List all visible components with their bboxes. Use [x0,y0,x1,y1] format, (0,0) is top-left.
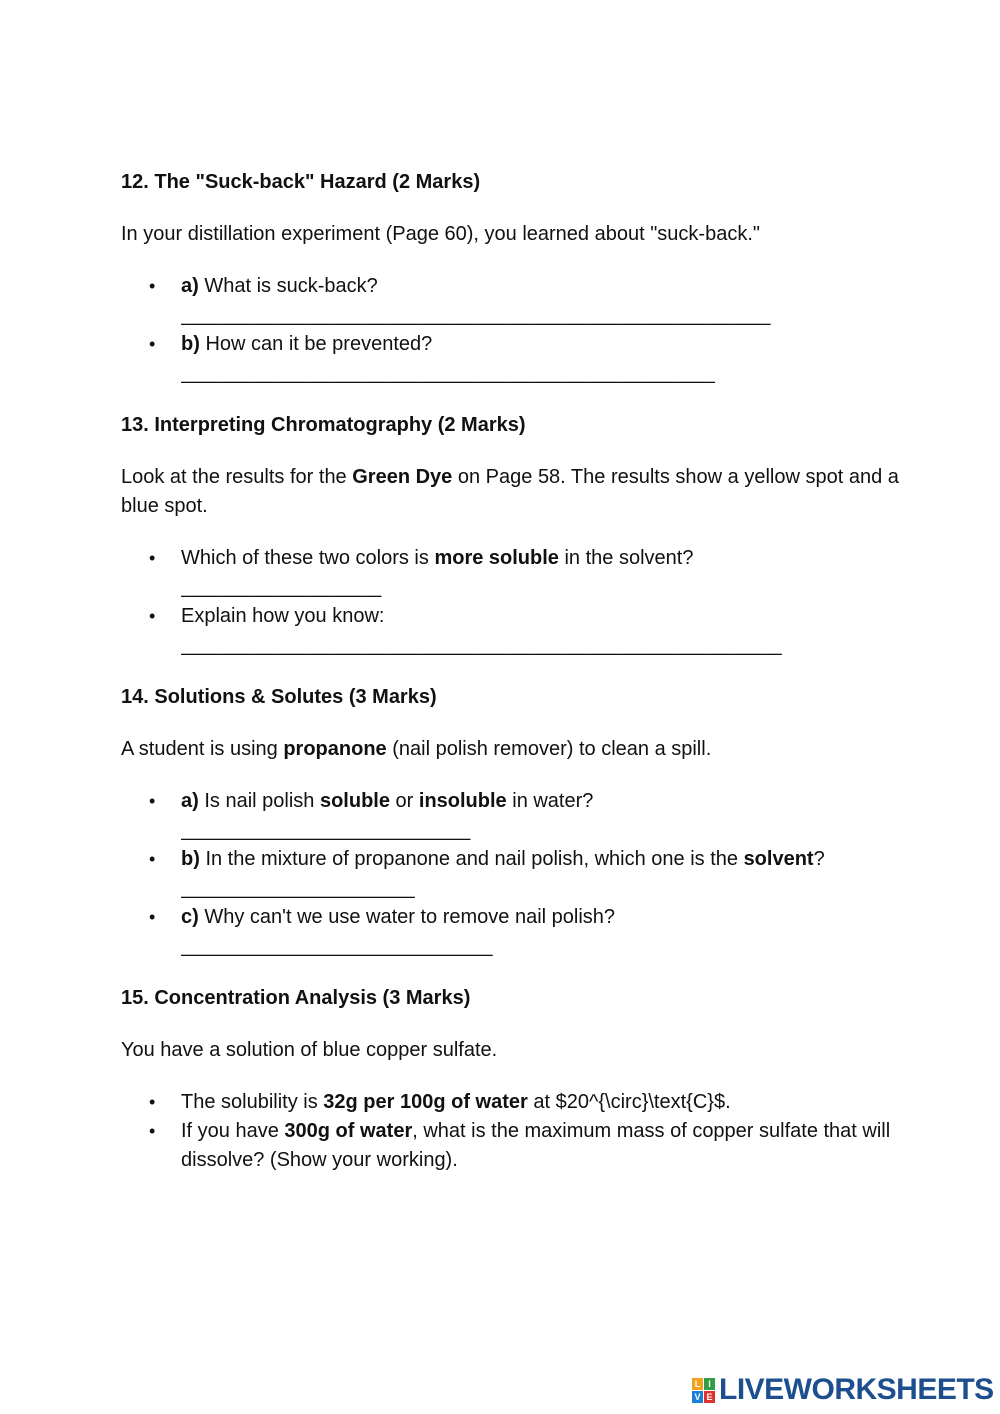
intro-text: (nail polish remover) to clean a spill. [386,738,712,760]
logo-mark-letter: L [692,1378,703,1390]
list-item [121,330,901,388]
question-14-title: 14. Solutions & Solutes (3 Marks) [121,686,437,708]
answer-line-14b[interactable]: _____________________ [181,877,415,899]
question-text: If you have [181,1120,285,1142]
logo-mark-icon [692,1378,715,1403]
list-item [121,845,901,903]
question-12 [121,168,901,388]
question-text: Explain how you know: [181,605,385,627]
part-label: b) [181,848,200,870]
list-item [121,787,901,845]
question-text: What is suck-back? [198,275,378,297]
question-15-title: 15. Concentration Analysis (3 Marks) [121,987,471,1009]
question-text: at $20^{\circ}\text{C}$. [527,1091,731,1113]
question-bold: 300g of water [284,1120,413,1142]
list-item [121,1088,901,1117]
question-text: Which of these two colors is [181,547,435,569]
question-bold: soluble [319,790,390,812]
question-text: in water? [506,790,594,812]
question-14-intro [121,735,901,764]
answer-line-14c[interactable]: ____________________________ [181,935,493,957]
list-item [121,602,901,660]
logo-mark-letter: I [704,1378,715,1390]
question-text: In the mixture of propanone and nail polish, which one is the [199,848,744,870]
liveworksheets-logo [692,1372,994,1408]
part-label: a) [181,275,199,297]
answer-line-13a[interactable]: __________________ [181,576,382,598]
question-15 [121,984,901,1175]
question-12-intro: In your distillation experiment (Page 60), you learned about "suck-back." [121,223,760,245]
question-text: or [389,790,419,812]
question-text: ? [813,848,825,870]
question-text: Is nail polish [198,790,320,812]
question-12-title: 12. The "Suck-back" Hazard (2 Marks) [121,171,481,193]
question-text: in the solvent? [558,547,694,569]
question-13-intro [121,463,901,521]
intro-text: on Page 58. The results show a yellow spot and a blue spot. [121,466,899,517]
logo-mark-letter: E [704,1391,715,1403]
answer-line-14a[interactable]: __________________________ [181,819,471,841]
question-bold: 32g per 100g of water [323,1091,528,1113]
answer-line-13b[interactable]: ______________________________________________________ [181,634,782,656]
list-item [121,544,901,602]
worksheet-page [121,168,901,1198]
question-text: How can it be prevented? [199,333,433,355]
question-14-list [121,787,901,961]
intro-bold: Green Dye [352,466,453,488]
question-12-list [121,272,901,388]
logo-mark-letter: V [692,1391,703,1403]
question-bold: solvent [743,848,814,870]
answer-line-12a[interactable]: _____________________________________________________ [181,304,771,326]
question-15-intro: You have a solution of blue copper sulfate. [121,1039,498,1061]
question-14 [121,683,901,961]
answer-line-12b[interactable]: ________________________________________________ [181,362,715,384]
part-label: b) [181,333,200,355]
logo-text: LIVEWORKSHEETS [719,1373,994,1406]
intro-text: A student is using [121,738,284,760]
list-item [121,1117,901,1175]
question-text: The solubility is [181,1091,324,1113]
question-13 [121,411,901,660]
question-text: , what is the maximum mass of copper sulfate that will dissolve? (Show your working). [181,1120,891,1171]
question-15-list [121,1088,901,1175]
question-bold: insoluble [418,790,507,812]
list-item [121,272,901,330]
question-13-list [121,544,901,660]
intro-bold: propanone [283,738,387,760]
question-13-title: 13. Interpreting Chromatography (2 Marks) [121,414,526,436]
list-item [121,903,901,961]
part-label: a) [181,790,199,812]
question-bold: more soluble [434,547,559,569]
intro-text: Look at the results for the [121,466,353,488]
question-text: Why can't we use water to remove nail polish? [198,906,616,928]
part-label: c) [181,906,199,928]
